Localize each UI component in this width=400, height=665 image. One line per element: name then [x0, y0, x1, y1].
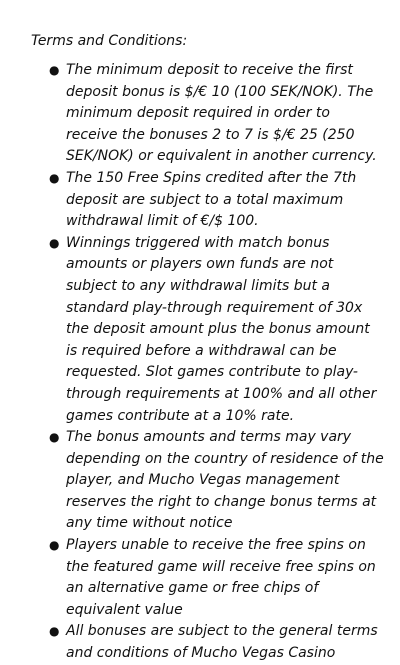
list-item-text: Players unable to receive the free spins on the featured game will receive free spins on an alternative game or free chips of equivalent value: [66, 537, 376, 618]
list-item-text: The minimum deposit to receive the first deposit bonus is $/€ 10 (100 SEK/NOK). The minimum deposit required in order to receive the bonuses 2 to 7 is $/€ 25 (250 SEK/NOK) or equivalent in another currency.: [66, 62, 377, 165]
list-item: [49, 60, 384, 168]
terms-list: [49, 60, 384, 665]
terms-heading: Terms and Conditions:: [31, 33, 188, 49]
list-item-text: The bonus amounts and terms may vary depending on the country of residence of the player, and Mucho Vegas management reserves the right to change bonus terms at any time without notice: [66, 429, 384, 532]
bullet-icon: ●: [49, 235, 60, 250]
bullet-icon: ●: [49, 538, 60, 553]
list-item: [49, 168, 384, 233]
list-item: [49, 427, 384, 535]
list-item: [49, 535, 384, 621]
bullet-icon: ●: [49, 430, 60, 445]
list-item-text: The 150 Free Spins credited after the 7th deposit are subject to a total maximum withdrawal limit of €/$ 100.: [66, 169, 357, 230]
bullet-icon: ●: [49, 63, 60, 77]
list-item-text: All bonuses are subject to the general terms and conditions of Mucho Vegas Casino: [66, 623, 378, 662]
bullet-icon: ●: [49, 170, 60, 185]
bullet-icon: ●: [49, 624, 60, 639]
list-item: [49, 233, 384, 427]
list-item-text: Winnings triggered with match bonus amounts or players own funds are not subject to any withdrawal limits but a standard play-through requirement of 30x the deposit amount plus the bonus amount is required before a withdrawal can be requested. Slot games contribute to play-through requirements at 100% and all other games contribute at a 10% rate.: [66, 234, 377, 424]
